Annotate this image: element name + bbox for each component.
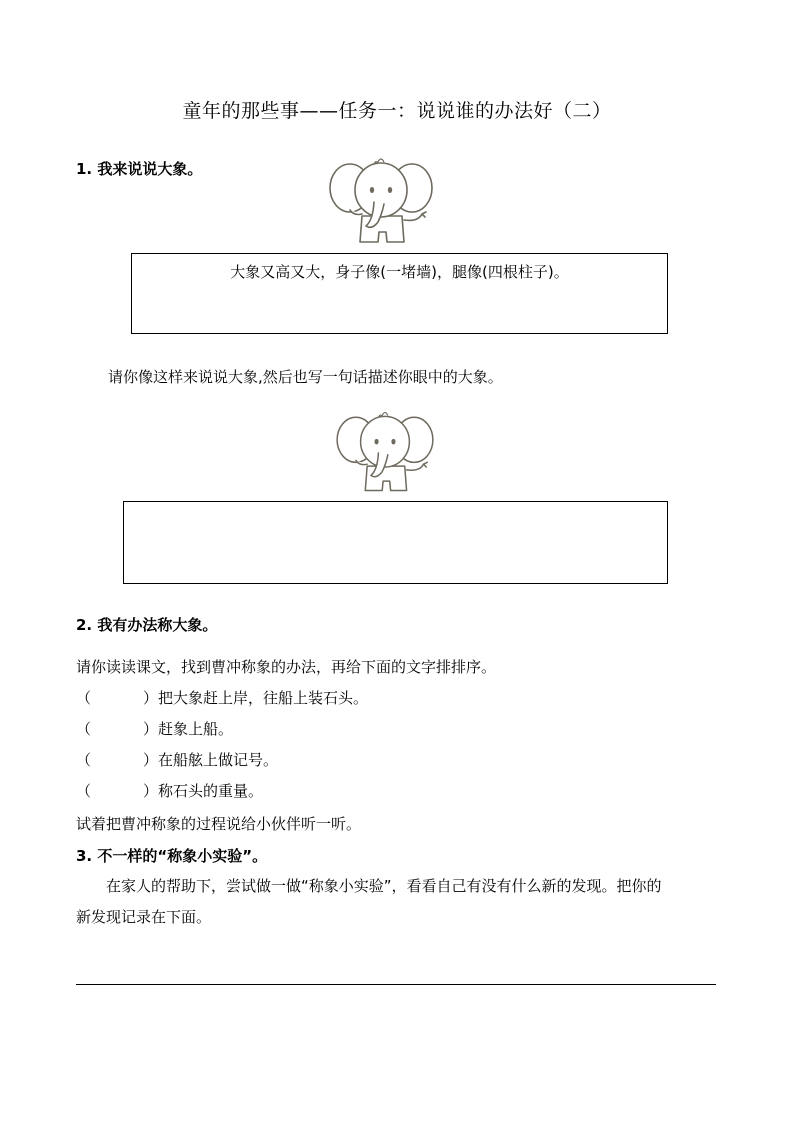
blank-close: ） [143, 782, 159, 800]
blank-open: （ [76, 689, 92, 707]
list-item [76, 718, 233, 739]
blank-close: ） [143, 689, 159, 707]
blank-open: （ [76, 720, 92, 738]
list-item [76, 780, 263, 801]
list-item [76, 687, 368, 708]
step-text: 在船舷上做记号。 [158, 751, 279, 769]
section-3-heading: 3. 不一样的“称象小实验”。 [76, 847, 268, 865]
elephant-icon [333, 406, 437, 498]
page-title: 童年的那些事——任务一：说说谁的办法好（二） [182, 100, 612, 122]
section-2-instruction: 请你读读课文，找到曹冲称象的办法，再给下面的文字排排序。 [76, 658, 497, 676]
writing-line[interactable] [76, 984, 716, 985]
blank-open: （ [76, 782, 92, 800]
section-2-closing: 试着把曹冲称象的过程说给小伙伴听一听。 [76, 815, 362, 833]
blank-open: （ [76, 751, 92, 769]
step-text: 称石头的重量。 [158, 782, 264, 800]
list-item [76, 749, 278, 770]
blank-close: ） [143, 751, 159, 769]
section-1-instruction: 请你像这样来说说大象,然后也写一句话描述你眼中的大象。 [108, 368, 503, 386]
elephant-icon [326, 152, 436, 250]
section-1-heading: 1. 我来说说大象。 [76, 160, 203, 178]
example-sentence: 大象又高又大，身子像(一堵墙)，腿像(四根柱子)。 [230, 263, 569, 281]
answer-box[interactable] [123, 501, 668, 584]
example-box [131, 253, 668, 334]
blank-close: ） [143, 720, 159, 738]
step-text: 赶象上船。 [158, 720, 234, 738]
section-3-paragraph-line2: 新发现记录在下面。 [76, 908, 212, 926]
step-text: 把大象赶上岸，往船上装石头。 [158, 689, 369, 707]
section-3-paragraph-line1: 在家人的帮助下，尝试做一做“称象小实验”，看看自己有没有什么新的发现。把你的 [106, 877, 662, 895]
section-2-heading: 2. 我有办法称大象。 [76, 616, 218, 634]
